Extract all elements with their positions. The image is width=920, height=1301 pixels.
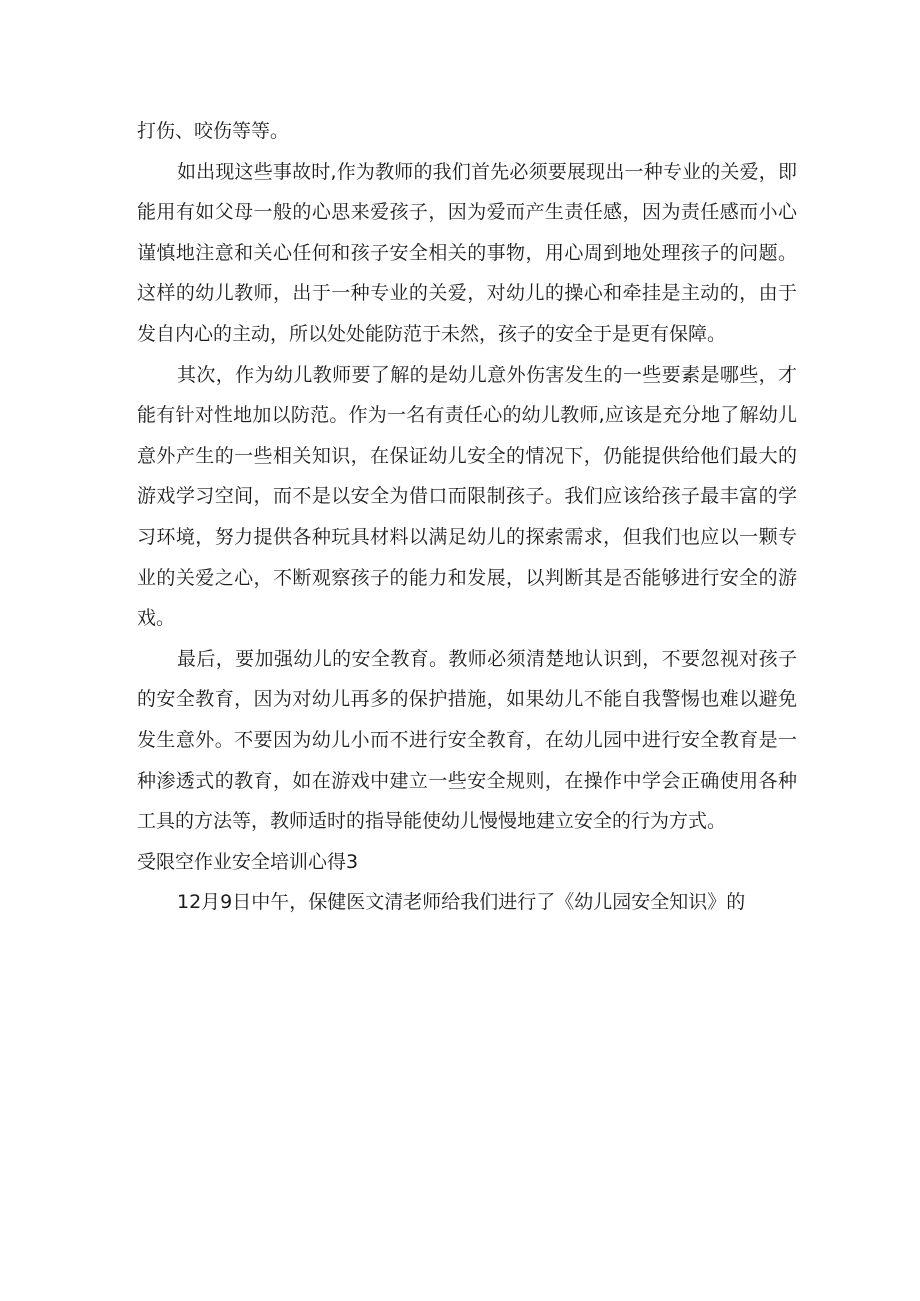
paragraph-professional-care: 如出现这些事故时,作为教师的我们首先必须要展现出一种专业的关爱，即能用有如父母一般的心思来爱孩子，因为爱而产生责任感，因为责任感而小心谨慎地注意和关心任何和孩子安全相关的事物，用心周到地处理孩子的问题。这样的幼儿教师，出于一种专业的关爱，对幼儿的操心和牵挂是主动的，由于发自内心的主动，所以处处能防范于未然，孩子的安全于是更有保障。 (137, 160, 797, 345)
paragraph-continuation: 打伤、咬伤等等。 (137, 120, 290, 142)
document-body (137, 111, 797, 923)
paragraph-accident-factors: 其次，作为幼儿教师要了解的是幼儿意外伤害发生的一些要素是哪些，才能有针对性地加以防范。作为一名有责任心的幼儿教师,应该是充分地了解幼儿意外产生的一些相关知识，在保证幼儿安全的情况下，仍能提供给他们最大的游戏学习空间，而不是以安全为借口而限制孩子。我们应该给孩子最丰富的学习环境，努力提供各种玩具材料以满足幼儿的探索需求，但我们也应以一颗专业的关爱之心，不断观察孩子的能力和发展，以判断其是否能够进行安全的游戏。 (137, 363, 797, 630)
paragraph-safety-education: 最后，要加强幼儿的安全教育。教师必须清楚地认识到，不要忽视对孩子的安全教育，因为对幼儿再多的保护措施，如果幼儿不能自我警惕也难以避免发生意外。不要因为幼儿小而不进行安全教育，在幼儿园中进行安全教育是一种渗透式的教育，如在游戏中建立一些安全规则，在操作中学会正确使用各种工具的方法等，教师适时的指导能使幼儿慢慢地建立安全的行为方式。 (137, 647, 797, 833)
paragraph-training-intro: 12月9日中午，保健医文清老师给我们进行了《幼儿园安全知识》的 (177, 891, 746, 914)
section-heading: 受限空作业安全培训心得3 (137, 850, 359, 873)
